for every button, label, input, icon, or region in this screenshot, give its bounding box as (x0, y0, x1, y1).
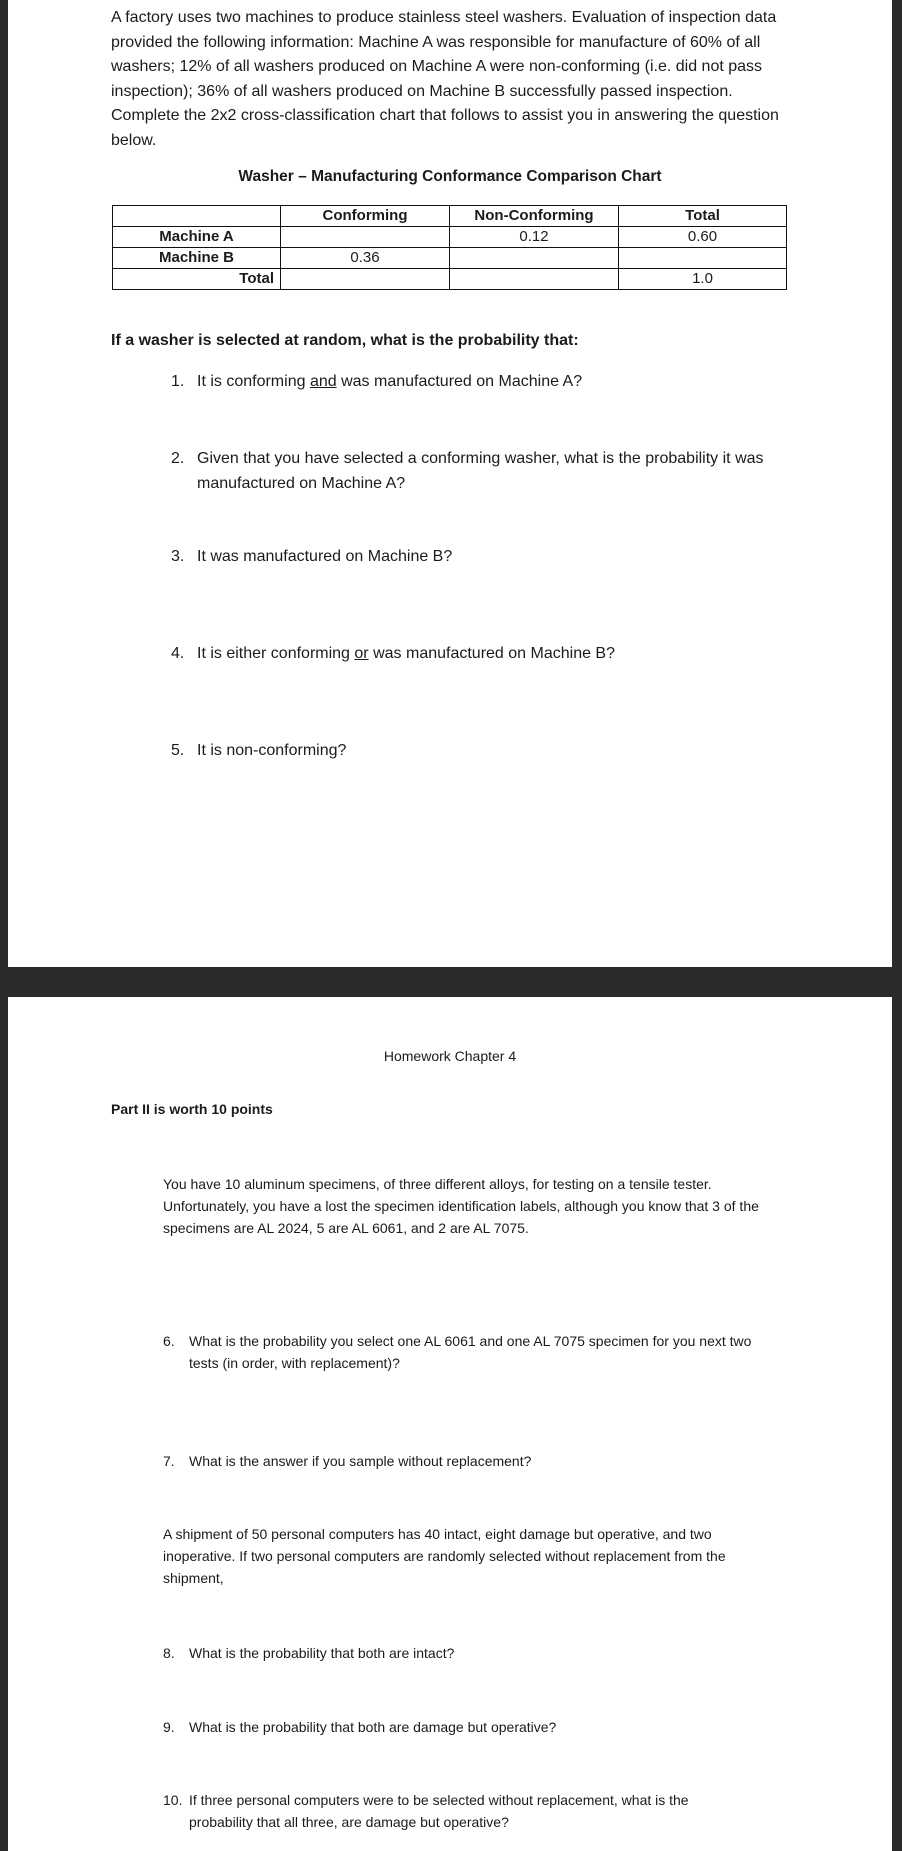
table-row (113, 248, 787, 269)
question-text: It was manufactured on Machine B? (197, 548, 453, 565)
page-header: Homework Chapter 4 (383, 1048, 517, 1064)
question-text-line-1: If three personal computers were to be selected without replacement, what is the (189, 1792, 689, 1808)
row-label-machine-a: Machine A (113, 227, 281, 248)
question-number: 3. (171, 548, 185, 565)
question-text: What is the probability that both are damage but operative? (189, 1719, 557, 1735)
cell-total-conforming (281, 269, 450, 290)
part-label: Part II is worth 10 points (111, 1101, 273, 1117)
question-text: It is either conforming or was manufactured on Machine B? (197, 645, 615, 662)
specimen-paragraph: You have 10 aluminum specimens, of three different alloys, for testing on a tensile tester. Unfortunately, you have a lost the specimen identification labels, although you know that 3 of the specimens are AL 2024, 5 are AL 6061, and 2 are AL 7075. (163, 1176, 759, 1236)
question-1 (171, 369, 811, 394)
question-4 (171, 641, 811, 666)
col-header-nonconforming: Non-Conforming (450, 206, 619, 227)
question-text: What is the probability that both are intact? (189, 1645, 455, 1661)
question-9 (163, 1716, 803, 1738)
cross-classification-table (112, 205, 787, 290)
question-number: 4. (171, 645, 185, 662)
question-text: It is non-conforming? (197, 742, 347, 759)
col-header-total: Total (619, 206, 787, 227)
cell-b-nonconforming (450, 248, 619, 269)
question-10 (163, 1789, 803, 1833)
table-row (113, 269, 787, 290)
question-number: 10. (163, 1792, 183, 1808)
document-page-1 (8, 0, 892, 967)
question-number: 2. (171, 450, 185, 467)
table-header-row (113, 206, 787, 227)
question-7 (163, 1450, 803, 1472)
cell-a-total: 0.60 (619, 227, 787, 248)
question-number: 7. (163, 1453, 175, 1469)
question-2 (171, 446, 811, 496)
row-label-total: Total (113, 269, 281, 290)
chart-title: Washer – Manufacturing Conformance Comparison Chart (238, 168, 662, 185)
cell-total-nonconforming (450, 269, 619, 290)
question-text: It is conforming and was manufactured on Machine A? (197, 373, 583, 390)
question-text-line-2: manufactured on Machine A? (197, 475, 406, 492)
question-text-line-1: Given that you have selected a conforming washer, what is the probability it was (197, 450, 764, 467)
emphasis-or: or (354, 645, 369, 662)
question-8 (163, 1642, 803, 1664)
cell-b-total (619, 248, 787, 269)
shipment-paragraph: A shipment of 50 personal computers has 40 intact, eight damage but operative, and two inoperative. If two personal computers are randomly selected without replacement from the shipment, (163, 1526, 726, 1586)
question-prompt: If a washer is selected at random, what is the probability that: (111, 332, 579, 349)
question-6 (163, 1330, 803, 1374)
question-text: What is the answer if you sample without replacement? (189, 1453, 532, 1469)
question-number: 5. (171, 742, 185, 759)
question-number: 6. (163, 1333, 175, 1349)
col-header-conforming: Conforming (281, 206, 450, 227)
question-number: 8. (163, 1645, 175, 1661)
question-text-line-2: probability that all three, are damage but operative? (189, 1814, 509, 1830)
table-row (113, 227, 787, 248)
question-number: 9. (163, 1719, 175, 1735)
question-3 (171, 544, 811, 569)
cell-grand-total: 1.0 (619, 269, 787, 290)
question-text-line-1: What is the probability you select one AL 6061 and one AL 7075 specimen for you next two (189, 1333, 752, 1349)
question-text-line-2: tests (in order, with replacement)? (189, 1355, 400, 1371)
question-number: 1. (171, 373, 185, 390)
document-page-2 (8, 997, 892, 1851)
cell-a-nonconforming: 0.12 (450, 227, 619, 248)
row-label-machine-b: Machine B (113, 248, 281, 269)
problem-intro: A factory uses two machines to produce stainless steel washers. Evaluation of inspection data provided the following information: Machine A was responsible for manufacture of 60% of all washers; 12% of all washers produced on Machine A were non-conforming (i.e. did not pass inspection); 36% of all washers produced on Machine B successfully passed inspection. Complete the 2x2 cross-classification chart that follows to assist you in answering the question below. (111, 9, 779, 149)
question-5 (171, 738, 811, 763)
emphasis-and: and (309, 373, 337, 390)
cell-a-conforming (281, 227, 450, 248)
cell-b-conforming: 0.36 (281, 248, 450, 269)
table-corner-cell (113, 206, 281, 227)
